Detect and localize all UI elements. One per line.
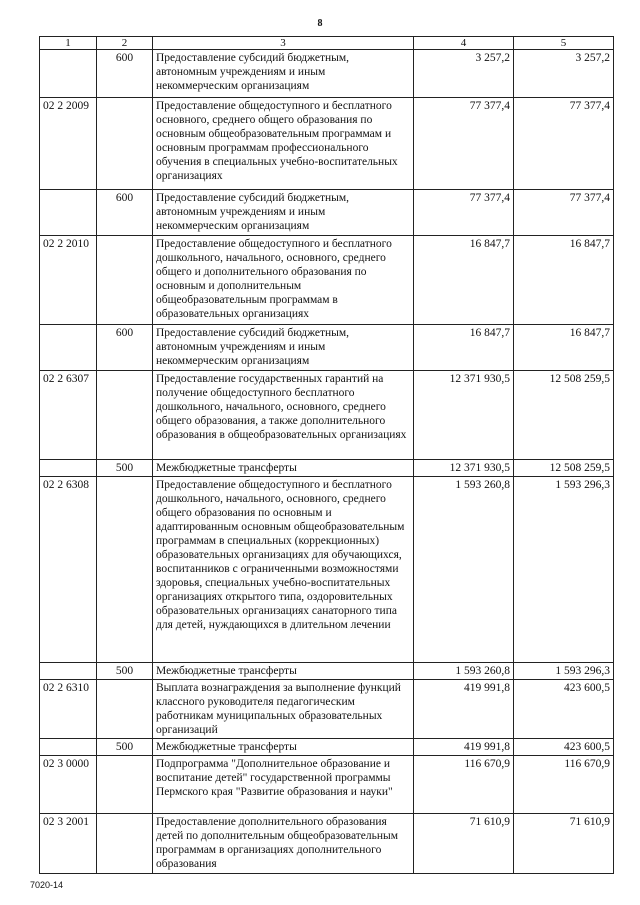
name-cell: Предоставление субсидий бюджетным, автономным учреждениям и иным некоммерческим организациям [153,325,414,371]
value-cell-year2: 1 593 296,3 [514,663,614,680]
name-cell: Предоставление государственных гарантий на получение общедоступного бесплатного дошкольного, начального, основного, среднего общего образования, а также дополнительного образования в общеобразовательных организациях [153,371,414,460]
name-cell: Межбюджетные трансферты [153,460,414,477]
value-cell-year2: 1 593 296,3 [514,477,614,663]
cvr-cell [97,98,153,190]
cvr-cell: 500 [97,663,153,680]
code-cell [40,739,97,756]
value-cell-year1: 16 847,7 [414,236,514,325]
value-cell-year2: 16 847,7 [514,325,614,371]
col-header-3: 3 [153,37,414,50]
table-row [40,190,614,236]
code-cell: 02 2 2010 [40,236,97,325]
name-cell: Предоставление общедоступного и бесплатного дошкольного, начального, основного, среднего общего образования по основным и адаптированным основным общеобразовательным программам в специальных (коррекционных) образовательных организациях для обучающихся, воспитанников с ограниченными возможностями здоровья, специальных учебно-воспитательных организациях открытого типа, оздоровительных образовательных организациях санаторного типа для детей, нуждающихся в длительном лечении [153,477,414,663]
cvr-cell: 600 [97,50,153,98]
col-header-1: 1 [40,37,97,50]
cvr-cell [97,477,153,663]
name-cell: Межбюджетные трансферты [153,663,414,680]
budget-table [39,36,614,874]
value-cell-year1: 1 593 260,8 [414,477,514,663]
cvr-cell [97,371,153,460]
code-cell [40,190,97,236]
header-row [40,37,614,50]
name-cell: Предоставление общедоступного и бесплатного дошкольного, начального, основного, среднего общего и дополнительного образования по основным и дополнительным общеобразовательным программам в образовательных организациях [153,236,414,325]
code-cell [40,50,97,98]
name-cell: Предоставление субсидий бюджетным, автономным учреждениям и иным некоммерческим организациям [153,50,414,98]
value-cell-year2: 77 377,4 [514,190,614,236]
code-cell: 02 3 2001 [40,814,97,874]
value-cell-year1: 1 593 260,8 [414,663,514,680]
code-cell: 02 3 0000 [40,756,97,814]
code-cell: 02 2 6308 [40,477,97,663]
value-cell-year2: 3 257,2 [514,50,614,98]
value-cell-year2: 12 508 259,5 [514,371,614,460]
code-cell [40,663,97,680]
code-cell: 02 2 2009 [40,98,97,190]
value-cell-year2: 16 847,7 [514,236,614,325]
value-cell-year2: 12 508 259,5 [514,460,614,477]
value-cell-year2: 116 670,9 [514,756,614,814]
table-row [40,371,614,460]
cvr-cell [97,680,153,739]
name-cell: Выплата вознаграждения за выполнение функций классного руководителя педагогическим работникам муниципальных образовательных организаций [153,680,414,739]
cvr-cell [97,814,153,874]
value-cell-year1: 419 991,8 [414,739,514,756]
code-cell: 02 2 6310 [40,680,97,739]
table-row [40,663,614,680]
value-cell-year1: 12 371 930,5 [414,371,514,460]
table-row [40,756,614,814]
name-cell: Предоставление субсидий бюджетным, автономным учреждениям и иным некоммерческим организациям [153,190,414,236]
value-cell-year1: 419 991,8 [414,680,514,739]
name-cell: Подпрограмма "Дополнительное образование и воспитание детей" государственной программы Пермского края "Развитие образования и науки" [153,756,414,814]
page-number: 8 [317,18,323,29]
document-code: 7020-14 [30,880,64,890]
table-row [40,236,614,325]
table-row [40,460,614,477]
table-row [40,477,614,663]
cvr-cell [97,236,153,325]
code-cell [40,460,97,477]
col-header-2: 2 [97,37,153,50]
value-cell-year1: 77 377,4 [414,98,514,190]
col-header-5: 5 [514,37,614,50]
cvr-cell [97,756,153,814]
table-row [40,814,614,874]
value-cell-year1: 3 257,2 [414,50,514,98]
cvr-cell: 600 [97,325,153,371]
value-cell-year2: 71 610,9 [514,814,614,874]
cvr-cell: 500 [97,739,153,756]
value-cell-year1: 77 377,4 [414,190,514,236]
table-row [40,325,614,371]
table-row [40,739,614,756]
value-cell-year2: 77 377,4 [514,98,614,190]
table-row [40,98,614,190]
value-cell-year1: 12 371 930,5 [414,460,514,477]
value-cell-year1: 116 670,9 [414,756,514,814]
table-row [40,50,614,98]
name-cell: Межбюджетные трансферты [153,739,414,756]
cvr-cell: 600 [97,190,153,236]
value-cell-year2: 423 600,5 [514,739,614,756]
table-row [40,680,614,739]
cvr-cell: 500 [97,460,153,477]
code-cell [40,325,97,371]
value-cell-year1: 16 847,7 [414,325,514,371]
name-cell: Предоставление общедоступного и бесплатного основного, среднего общего образования по основным общеобразовательным программам и основным программам профессионального обучения в специальных учебно-воспитательных организациях [153,98,414,190]
col-header-4: 4 [414,37,514,50]
value-cell-year2: 423 600,5 [514,680,614,739]
code-cell: 02 2 6307 [40,371,97,460]
name-cell: Предоставление дополнительного образования детей по дополнительным общеобразовательным программам в организациях дополнительного образования [153,814,414,874]
value-cell-year1: 71 610,9 [414,814,514,874]
